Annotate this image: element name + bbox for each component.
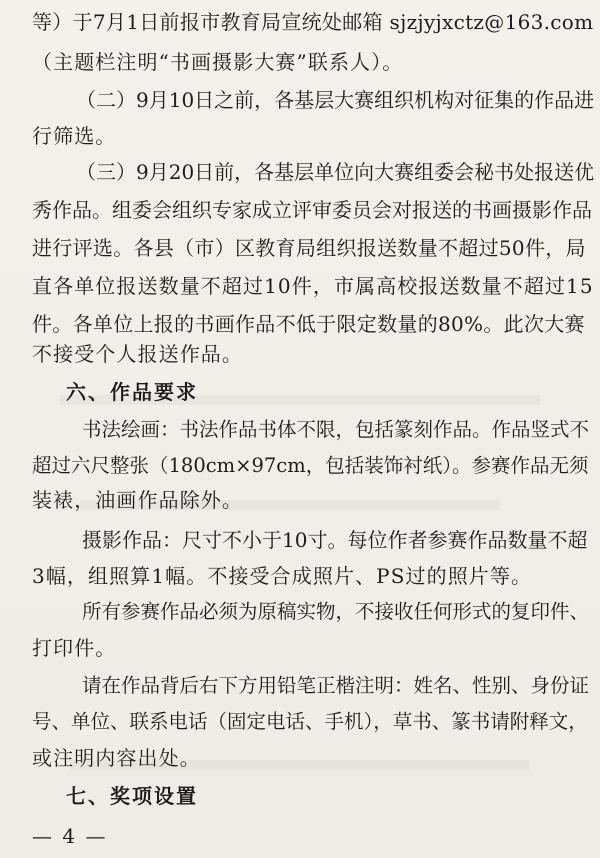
body-line: 件。各单位上报的书画作品不低于限定数量的80%。此次大赛 bbox=[32, 312, 585, 336]
body-line: 所有参赛作品必须为原稿实物，不接收任何形式的复印件、 bbox=[82, 600, 590, 623]
body-line: 装裱，油画作品除外。 bbox=[32, 488, 243, 512]
page-number: — 4 — bbox=[32, 824, 108, 848]
body-line: 秀作品。组委会组织专家成立评审委员会对报送的书画摄影作品 bbox=[32, 198, 592, 222]
body-line: 书法绘画：书法作品书体不限，包括篆刻作品。作品竖式不 bbox=[82, 418, 590, 441]
section-heading-awards: 七、奖项设置 bbox=[66, 784, 198, 808]
body-line: 进行评选。各县（市）区教育局组织报送数量不超过50件，局 bbox=[32, 236, 586, 260]
body-line: 超过六尺整张（180cm×97cm，包括装饰衬纸）。参赛作品无须 bbox=[32, 454, 589, 477]
body-line: 等）于7月1日前报市教育局宣统处邮箱 sjzjyjxctz@163.com bbox=[32, 10, 594, 34]
body-line: 打印件。 bbox=[32, 636, 117, 660]
body-line: （二）9月10日之前，各基层大赛组织机构对征集的作品进 bbox=[76, 88, 595, 112]
body-line: 请在作品背后右下方用铅笔正楷注明：姓名、性别、身份证 bbox=[82, 674, 590, 697]
body-line: 不接受个人报送作品。 bbox=[32, 342, 243, 366]
body-line: 直各单位报送数量不超过10件，市属高校报送数量不超过15 bbox=[32, 274, 594, 298]
body-line: （主题栏注明“书画摄影大赛”联系人）。 bbox=[32, 50, 404, 74]
body-line: 号、单位、联系电话（固定电话、手机），草书、篆书请附释文， bbox=[32, 710, 588, 733]
body-line: 3幅，组照算1幅。不接受合成照片、PS过的照片等。 bbox=[32, 564, 533, 588]
body-line: 行筛选。 bbox=[32, 124, 117, 148]
body-line: 摄影作品：尺寸不小于10寸。每位作者参赛作品数量不超 bbox=[82, 528, 588, 552]
section-heading-work-requirements: 六、作品要求 bbox=[66, 380, 198, 404]
body-line: （三）9月20日前，各基层单位向大赛组委会秘书处报送优 bbox=[76, 160, 595, 184]
body-line: 或注明内容出处。 bbox=[32, 746, 201, 770]
